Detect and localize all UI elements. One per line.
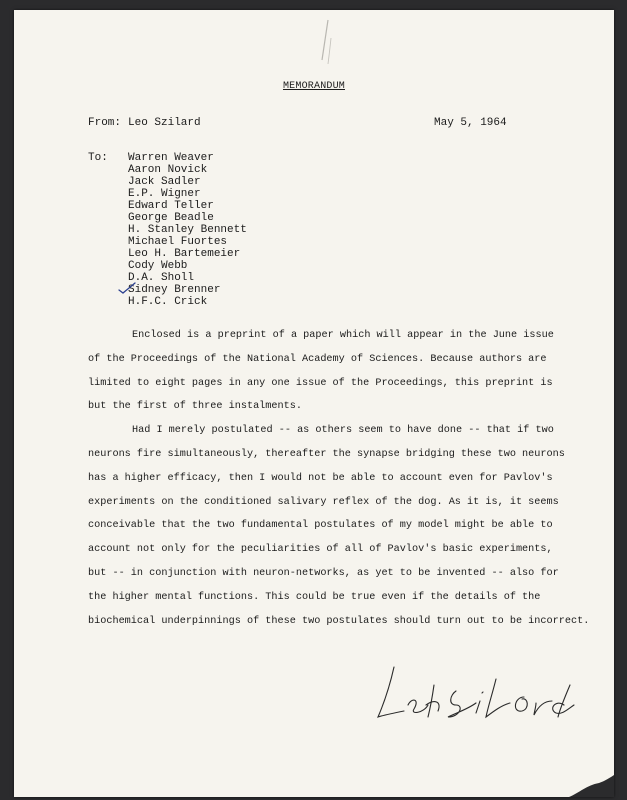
- recipient: D.A. Sholl: [128, 272, 195, 284]
- recipient: Edward Teller: [128, 200, 214, 212]
- recipient: George Beadle: [128, 212, 214, 224]
- recipient-list: [128, 152, 247, 308]
- memo-date: May 5, 1964: [434, 117, 507, 129]
- text-line: Enclosed is a preprint of a paper which will appear in the June issue: [132, 330, 554, 341]
- from-label: From:: [88, 117, 122, 129]
- recipient: Jack Sadler: [128, 176, 201, 188]
- recipient: Michael Fuortes: [128, 236, 228, 248]
- text-line: biochemical underpinnings of these two postulates should turn out to be incorrect.: [88, 615, 590, 627]
- text-line: conceivable that the two fundamental postulates of my model might be able to: [88, 520, 553, 532]
- handwritten-signature: [364, 655, 584, 725]
- text-line: of the Proceedings of the National Academy of Sciences. Because authors are: [88, 353, 547, 365]
- recipient: Leo H. Bartemeier: [128, 248, 241, 260]
- recipient: Aaron Novick: [128, 164, 208, 176]
- memo-body: [88, 324, 588, 633]
- text-line: has a higher efficacy, then I would not be able to account even for Pavlov's: [88, 472, 553, 484]
- text-line: account not only for the peculiarities of all of Pavlov's basic experiments,: [88, 544, 553, 556]
- text-line: experiments on the conditioned salivary reflex of the dog. As it is, it seems: [88, 496, 559, 508]
- memo-page: [14, 10, 614, 797]
- check-mark-icon: [117, 281, 137, 295]
- torn-corner: [569, 775, 614, 797]
- recipient: E.P. Wigner: [128, 188, 201, 200]
- recipient: Sidney Brenner: [128, 284, 221, 296]
- recipient: H. Stanley Bennett: [128, 224, 247, 236]
- text-line: but -- in conjunction with neuron-networks, as yet to be invented -- also for: [88, 567, 559, 579]
- recipient: Cody Webb: [128, 260, 188, 272]
- text-line: Had I merely postulated -- as others seem to have done -- that if two: [132, 425, 554, 437]
- paragraph-2: [88, 419, 588, 633]
- to-label: To:: [88, 152, 108, 164]
- text-line: but the first of three instalments.: [88, 401, 302, 413]
- pencil-mark: [314, 18, 334, 78]
- from-name: Leo Szilard: [128, 117, 201, 129]
- paragraph-1: [88, 324, 588, 419]
- memo-title: MEMORANDUM: [282, 81, 345, 92]
- text-line: neurons fire simultaneously, thereafter the synapse bridging these two neurons: [88, 448, 565, 460]
- text-line: limited to eight pages in any one issue of the Proceedings, this preprint is: [88, 377, 553, 389]
- recipient: H.F.C. Crick: [128, 296, 208, 308]
- text-line: the higher mental functions. This could be true even if the details of the: [88, 591, 541, 603]
- recipient: Warren Weaver: [128, 152, 214, 164]
